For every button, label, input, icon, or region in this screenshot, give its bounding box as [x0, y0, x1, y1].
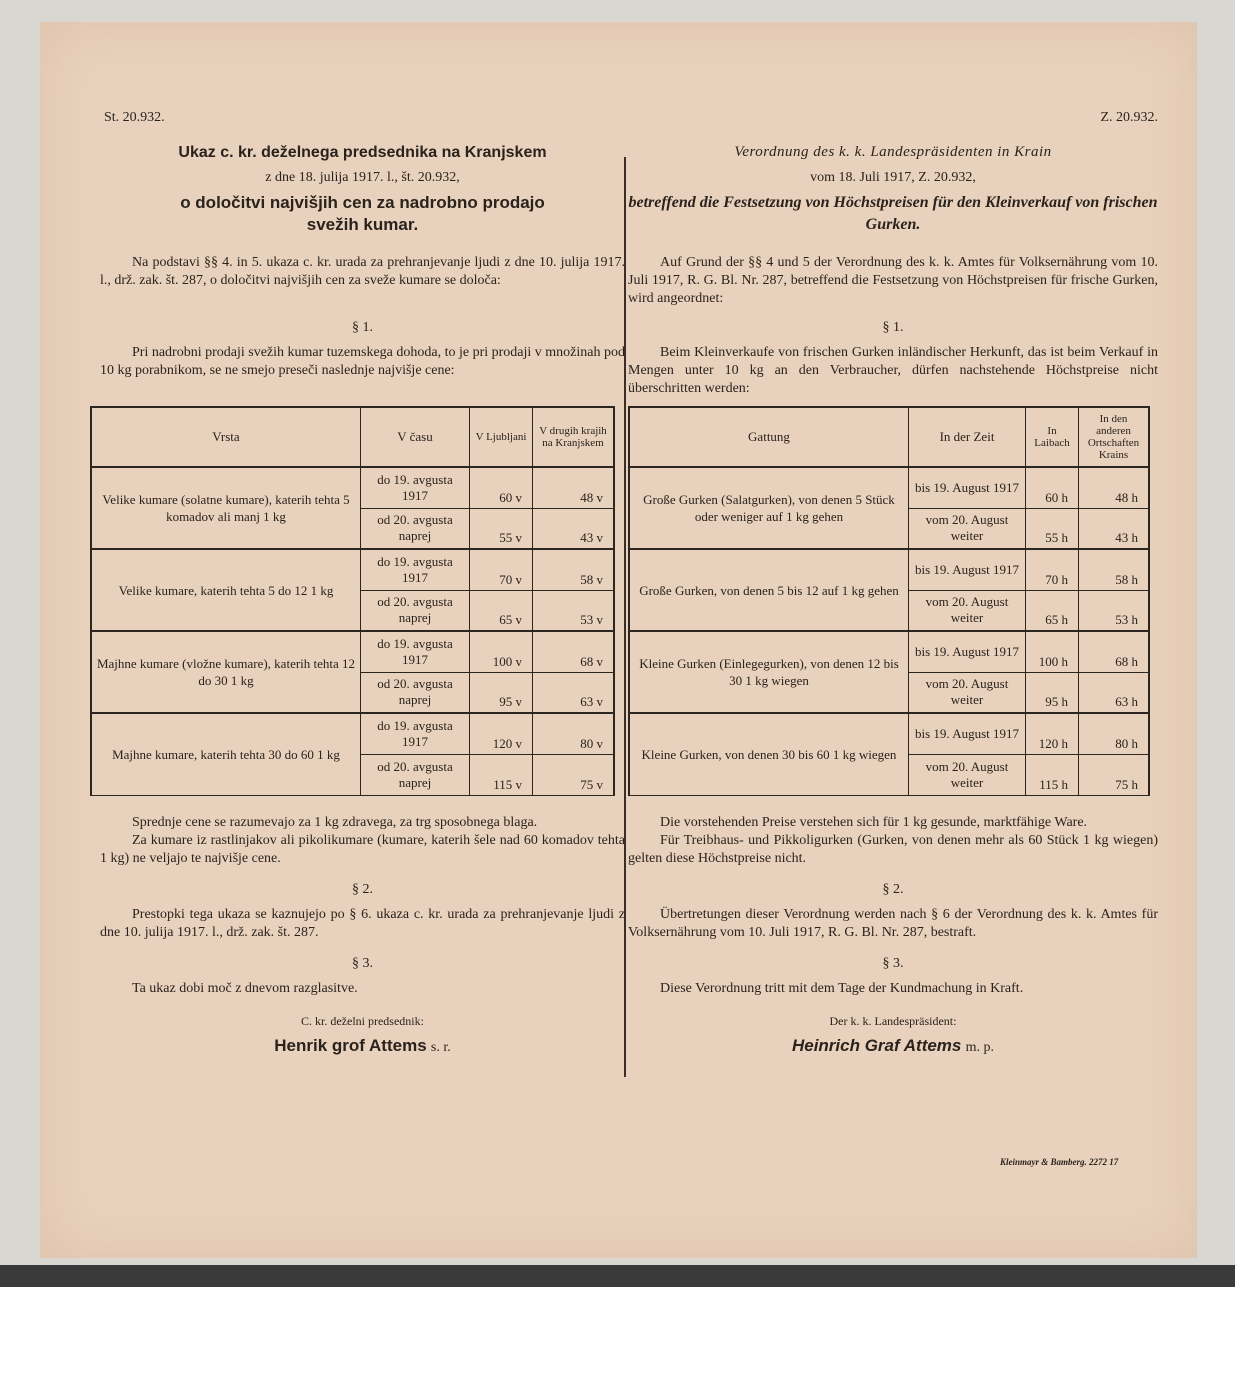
period-cell: do 19. avgusta 1917 — [361, 467, 470, 508]
col-header-other: In den anderen Ortschaften Krains — [1079, 407, 1150, 467]
price-other: 53 h — [1079, 590, 1150, 631]
variety-cell: Majhne kumare (vložne kumare), katerih tehta 12 do 30 1 kg — [91, 631, 361, 713]
signature — [628, 1036, 1158, 1056]
printer-mark: Kleinmayr & Bamberg. 2272 17 — [1000, 1157, 1119, 1167]
period-cell: do 19. avgusta 1917 — [361, 631, 470, 672]
price-city: 115 v — [470, 754, 533, 795]
price-other: 80 v — [533, 713, 615, 754]
price-other: 43 v — [533, 508, 615, 549]
price-city: 95 v — [470, 672, 533, 713]
document-number: St. 20.932. — [104, 110, 165, 125]
price-city: 100 h — [1026, 631, 1079, 672]
section-1-text: Beim Kleinverkaufe von frischen Gurken inländischer Herkunft, das ist beim Verkauf in Mengen unter 10 kg an den Verbraucher, dürfen nachstehende Höchstpreise nicht überschritten werden: — [628, 345, 1158, 396]
section-1-exception: Für Treibhaus- und Pikkoligurken (Gurken, von denen mehr als 60 Stück 1 kg wiegen) gelten diese Höchstpreise nicht. — [628, 833, 1158, 866]
section-3-text: Diese Verordnung tritt mit dem Tage der Kundmachung in Kraft. — [660, 981, 1024, 996]
period-cell: od 20. avgusta naprej — [361, 508, 470, 549]
section-1-heading: § 1. — [352, 320, 373, 335]
variety-cell: Velike kumare, katerih tehta 5 do 12 1 kg — [91, 549, 361, 631]
period-cell: vom 20. August weiter — [909, 508, 1026, 549]
col-header-period: V času — [361, 407, 470, 467]
section-3-heading: § 3. — [882, 956, 904, 971]
signature-label: Der k. k. Landespräsident: — [829, 1014, 957, 1028]
period-cell: do 19. avgusta 1917 — [361, 549, 470, 590]
decree-subject: o določitvi najvišjih cen za nadrobno prodajo svežih kumar. — [180, 193, 545, 234]
table-row — [91, 467, 614, 508]
decree-date: vom 18. Juli 1917, Z. 20.932, — [810, 170, 976, 185]
price-other: 63 v — [533, 672, 615, 713]
price-city: 95 h — [1026, 672, 1079, 713]
price-city: 70 v — [470, 549, 533, 590]
decree-subject: betreffend die Festsetzung von Höchstpreisen für den Kleinverkauf von frischen Gurken. — [628, 194, 1158, 233]
footer-area — [0, 1287, 1235, 1390]
price-other: 58 h — [1079, 549, 1150, 590]
period-cell: bis 19. August 1917 — [909, 467, 1026, 508]
intro-paragraph: Na podstavi §§ 4. in 5. ukaza c. kr. urada za prehranjevanje ljudi z dne 10. julija 1917. l., drž. zak. št. 287, o določitvi najvišjih cen za sveže kumare se določa: — [100, 255, 625, 288]
bottom-bar — [0, 1265, 1235, 1287]
price-city: 70 h — [1026, 549, 1079, 590]
section-1-exception: Za kumare iz rastlinjakov ali pikolikumare (kumare, katerih šele nad 60 komadov tehta 1 kg) ne veljajo te najvišje cene. — [100, 833, 625, 866]
section-1-text: Pri nadrobni prodaji svežih kumar tuzemskega dohoda, to je pri prodaji v množinah pod 10 kg porabnikom, se ne smejo preseči naslednje najvišje cene: — [100, 345, 625, 378]
price-other: 75 h — [1079, 754, 1150, 795]
section-2-text: Übertretungen dieser Verordnung werden nach § 6 der Verordnung des k. k. Amtes für Volksernährung vom 10. Juli 1917, R. G. Bl. Nr. 287, bestraft. — [628, 907, 1158, 940]
price-city: 55 v — [470, 508, 533, 549]
section-3-text: Ta ukaz dobi moč z dnevom razglasitve. — [132, 981, 358, 996]
variety-cell: Velike kumare (solatne kumare), katerih tehta 5 komadov ali manj 1 kg — [91, 467, 361, 549]
price-city: 100 v — [470, 631, 533, 672]
col-header-city: In Laibach — [1026, 407, 1079, 467]
price-other: 58 v — [533, 549, 615, 590]
variety-cell: Große Gurken (Salatgurken), von denen 5 Stück oder weniger auf 1 kg gehen — [629, 467, 909, 549]
document-number: Z. 20.932. — [1100, 110, 1158, 125]
period-cell: od 20. avgusta naprej — [361, 672, 470, 713]
price-other: 63 h — [1079, 672, 1150, 713]
period-cell: vom 20. August weiter — [909, 754, 1026, 795]
period-cell: bis 19. August 1917 — [909, 713, 1026, 754]
price-table — [90, 406, 615, 796]
price-city: 65 v — [470, 590, 533, 631]
price-other: 68 h — [1079, 631, 1150, 672]
price-city: 60 h — [1026, 467, 1079, 508]
price-other: 53 v — [533, 590, 615, 631]
decree-title: Ukaz c. kr. deželnega predsednika na Kranjskem — [178, 144, 547, 161]
price-city: 115 h — [1026, 754, 1079, 795]
signature-name: Heinrich Graf Attems — [791, 1036, 962, 1055]
period-cell: vom 20. August weiter — [909, 672, 1026, 713]
signature-suffix: s. r. — [430, 1040, 451, 1055]
signature-label: C. kr. deželni predsednik: — [301, 1014, 424, 1028]
period-cell: bis 19. August 1917 — [909, 549, 1026, 590]
price-city: 120 v — [470, 713, 533, 754]
col-header-city: V Ljubljani — [470, 407, 533, 467]
period-cell: do 19. avgusta 1917 — [361, 713, 470, 754]
price-other: 80 h — [1079, 713, 1150, 754]
period-cell: bis 19. August 1917 — [909, 631, 1026, 672]
period-cell: vom 20. August weiter — [909, 590, 1026, 631]
variety-cell: Majhne kumare, katerih tehta 30 do 60 1 kg — [91, 713, 361, 795]
table-row — [629, 549, 1149, 590]
table-row — [91, 631, 614, 672]
price-other: 48 h — [1079, 467, 1150, 508]
table-row — [629, 467, 1149, 508]
col-header-variety: Vrsta — [91, 407, 361, 467]
variety-cell: Kleine Gurken (Einlegegurken), von denen 12 bis 30 1 kg wiegen — [629, 631, 909, 713]
price-table — [628, 406, 1150, 796]
price-other: 48 v — [533, 467, 615, 508]
variety-cell: Kleine Gurken, von denen 30 bis 60 1 kg wiegen — [629, 713, 909, 795]
table-row — [629, 631, 1149, 672]
period-cell: od 20. avgusta naprej — [361, 754, 470, 795]
section-3-heading: § 3. — [352, 956, 373, 971]
price-city: 55 h — [1026, 508, 1079, 549]
section-1-note: Sprednje cene se razumevajo za 1 kg zdravega, za trg sposobnega blaga. — [132, 815, 538, 830]
price-other: 43 h — [1079, 508, 1150, 549]
variety-cell: Große Gurken, von denen 5 bis 12 auf 1 kg gehen — [629, 549, 909, 631]
signature — [100, 1036, 625, 1056]
section-2-text: Prestopki tega ukaza se kaznujejo po § 6. ukaza c. kr. urada za prehranjevanje ljudi z dne 10. julija 1917. l., drž. zak. št. 287. — [100, 907, 625, 940]
price-other: 68 v — [533, 631, 615, 672]
table-row — [629, 713, 1149, 754]
period-cell: od 20. avgusta naprej — [361, 590, 470, 631]
price-city: 60 v — [470, 467, 533, 508]
signature-name: Henrik grof Attems — [274, 1036, 427, 1055]
section-2-heading: § 2. — [352, 882, 373, 897]
decree-title: Verordnung des k. k. Landespräsidenten in Krain — [734, 144, 1052, 160]
signature-suffix: m. p. — [965, 1040, 995, 1055]
section-1-heading: § 1. — [882, 320, 904, 335]
table-row — [91, 549, 614, 590]
intro-paragraph: Auf Grund der §§ 4 und 5 der Verordnung des k. k. Amtes für Volksernährung vom 10. Juli 1917, R. G. Bl. Nr. 287, betreffend die Festsetzung von Höchstpreisen für frische Gurken, wird angeordnet: — [628, 255, 1158, 306]
price-city: 65 h — [1026, 590, 1079, 631]
col-header-other: V drugih krajih na Kranjskem — [533, 407, 615, 467]
col-header-period: In der Zeit — [909, 407, 1026, 467]
price-other: 75 v — [533, 754, 615, 795]
col-header-variety: Gattung — [629, 407, 909, 467]
document-sheet — [40, 22, 1197, 1258]
price-city: 120 h — [1026, 713, 1079, 754]
section-1-note: Die vorstehenden Preise verstehen sich für 1 kg gesunde, marktfähige Ware. — [660, 815, 1088, 830]
table-row — [91, 713, 614, 754]
decree-date: z dne 18. julija 1917. l., št. 20.932, — [265, 170, 460, 185]
section-2-heading: § 2. — [882, 882, 904, 897]
